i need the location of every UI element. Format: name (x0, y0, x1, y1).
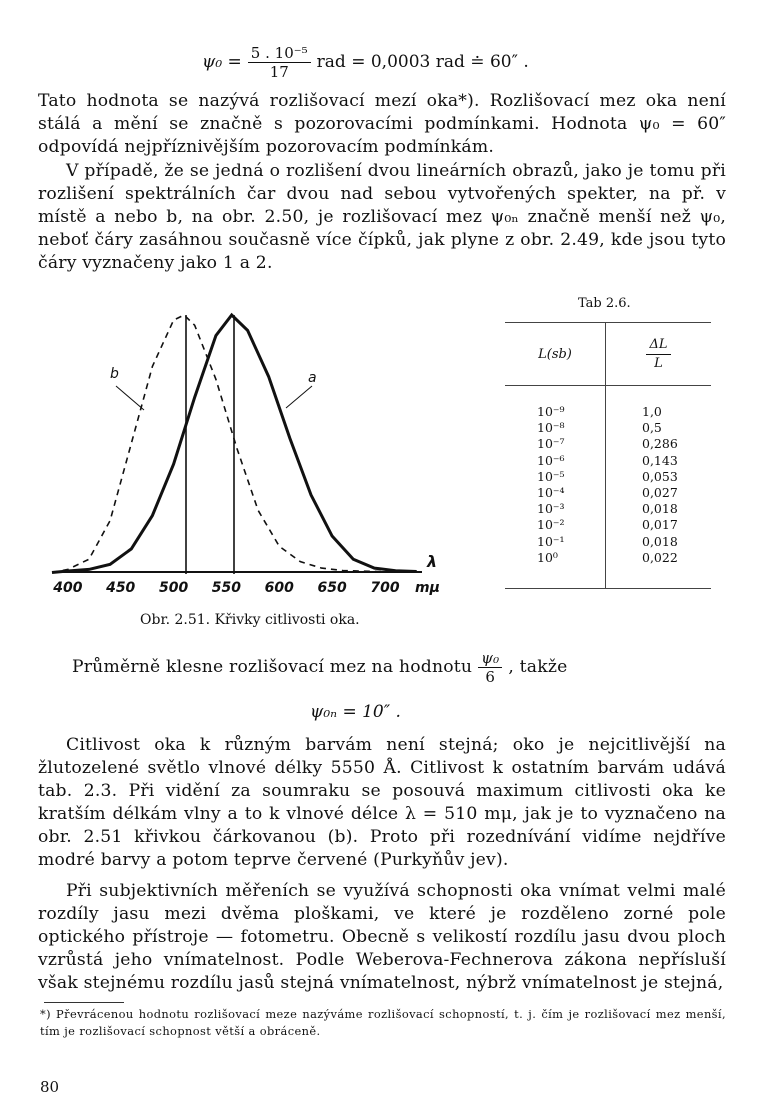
tick-label: 700 (370, 580, 400, 596)
luminance-table (505, 322, 711, 589)
cell-L: 10⁻⁴ (505, 485, 606, 501)
tick-label: 600 (264, 580, 294, 596)
cell-dL: 0,017 (642, 517, 678, 533)
table-row (505, 386, 711, 421)
formula-rhs: rad = 0,0003 rad ≐ 60″ . (316, 52, 529, 72)
cell-L: 10⁻⁹ (505, 386, 606, 421)
cell-L: 10⁻¹ (505, 534, 606, 550)
cell-dL: 0,022 (606, 550, 712, 589)
cell-L: 10⁻⁷ (505, 436, 606, 452)
table-title: Tab 2.6. (578, 296, 631, 311)
cell-dL: 0,143 (642, 452, 678, 468)
figure-caption: Obr. 2.51. Křivky citlivosti oka. (140, 612, 360, 628)
axis-unit: mμ (415, 580, 440, 596)
tick-labels (52, 580, 400, 596)
paragraph-mean-text: Průměrně klesne rozlišovací mez na hodnotu (72, 656, 473, 677)
axis-symbol: λ (427, 552, 438, 571)
cell-L: 10⁰ (505, 550, 606, 589)
formula-numerator: 5 . 10⁻⁵ (248, 44, 311, 63)
leader-b (116, 386, 144, 410)
sensitivity-chart (40, 310, 460, 605)
formula-resolution-limit (202, 40, 529, 84)
formula-lhs: ψ₀ = (202, 52, 242, 72)
table-row (505, 469, 711, 485)
col-header-L: L(sb) (505, 323, 606, 386)
paragraph-4: Při subjektivních měřeních se využívá schopnosti oka vnímat velmi malé rozdíly jasu mezi dvěma ploškami, ve které je rozděleno zorné pole optického přístroje — fotometru. Obecně s velikostí rozdílu jasu dvou ploch vzrůstá jeho vnímatelnost. Podle Weberova-Fechnerova zákona nepřísluší však stejnému rozdílu jasů stejná vnímatelnost, nýbrž vnímatelnost je stejná, (38, 881, 726, 993)
paragraph-2-text: V případě, že se jedná o rozlišení dvou lineárních obrazů, jako je tomu při rozlišení spektrálních čar dvou nad sebou vytvořených spekter, na př. v místě a nebo b, na obr. 2.50, je rozlišovací mez ψ₀ₙ značně menší než ψ₀, neboť čáry zasáhnou současně více čípků, jak plyne z obr. 2.49, kde jsou tyto čáry vyznačeny jako 1 a 2. (38, 161, 726, 273)
cell-dL: 0,5 (642, 420, 662, 436)
footnote-rule (44, 1002, 124, 1003)
mean-fraction: $\frac{\text{ψ₀}}{6}$ (478, 649, 502, 686)
cell-dL: 0,018 (642, 501, 678, 517)
paragraph-2 (38, 160, 726, 275)
cell-L: 10⁻⁵ (505, 469, 606, 485)
col-header-dL (606, 323, 712, 386)
paragraph-1: Tato hodnota se nazývá rozlišovací mezí oka*). Rozlišovací mez oka není stálá a mění se značně s pozorovacími podmínkami. Hodnota ψ₀ = 60″ odpovídá nejpříznivějším pozorovacím podmínkám. (38, 91, 726, 157)
cell-dL: 0,286 (642, 436, 678, 452)
tick-label: 650 (317, 580, 347, 596)
cell-L: 10⁻⁸ (505, 420, 606, 436)
cell-L: 10⁻³ (505, 501, 606, 517)
table-row (505, 420, 711, 436)
cell-L: 10⁻² (505, 517, 606, 533)
leader-a (286, 386, 312, 408)
curve-b (52, 315, 385, 573)
paragraph-mean-tail: , takže (508, 656, 568, 677)
formula-mean: ψ₀ₙ = 10″ . (310, 702, 401, 722)
table-header-row (505, 323, 711, 386)
table-row (505, 485, 711, 501)
tick-label: 450 (106, 580, 136, 596)
table-row (505, 517, 711, 533)
col-header-fraction: $\frac{\Delta L}{L}$ (646, 336, 670, 373)
cell-L: 10⁻⁶ (505, 453, 606, 469)
tick-label: 500 (158, 580, 189, 596)
table-row (505, 550, 711, 589)
footnote: *) Převrácenou hodnotu rozlišovací meze nazýváme rozlišovací schopností, t. j. čím je rozlišovací mez menší, tím je rozlišovací schopnost větší a obráceně. (40, 1007, 726, 1038)
page-number: 80 (40, 1078, 60, 1096)
curve-label-b: b (110, 366, 119, 382)
tick-label: 400 (53, 580, 83, 596)
table-row (505, 501, 711, 517)
table-row (505, 453, 711, 469)
table-row (505, 436, 711, 452)
cell-dL: 0,018 (642, 533, 678, 549)
cell-dL: 1,0 (642, 404, 662, 419)
formula-fraction (248, 44, 311, 81)
paragraph-mean (38, 646, 726, 688)
tick-label: 550 (211, 580, 242, 596)
cell-dL: 0,027 (642, 485, 678, 501)
curve-label-a: a (308, 370, 317, 386)
table-row (505, 534, 711, 550)
cell-dL: 0,053 (642, 468, 678, 484)
formula-denominator: 17 (269, 62, 289, 81)
paragraph-3: Citlivost oka k různým barvám není stejná; oko je nejcitlivější na žlutozelené světlo vlnové délky 5550 Å. Citlivost k ostatním barvám udává tab. 2.3. Při vidění za soumraku se posouvá maximum citlivosti oka ke kratším délkám vlny a to k vlnové délce λ = 510 mμ, jak je to vyznačeno na obr. 2.51 křivkou čárkovanou (b). Proto při rozednívání vidíme nejdříve modré barvy a potom teprve červené (Purkyňův jev). (38, 735, 726, 870)
table-body (505, 386, 711, 589)
